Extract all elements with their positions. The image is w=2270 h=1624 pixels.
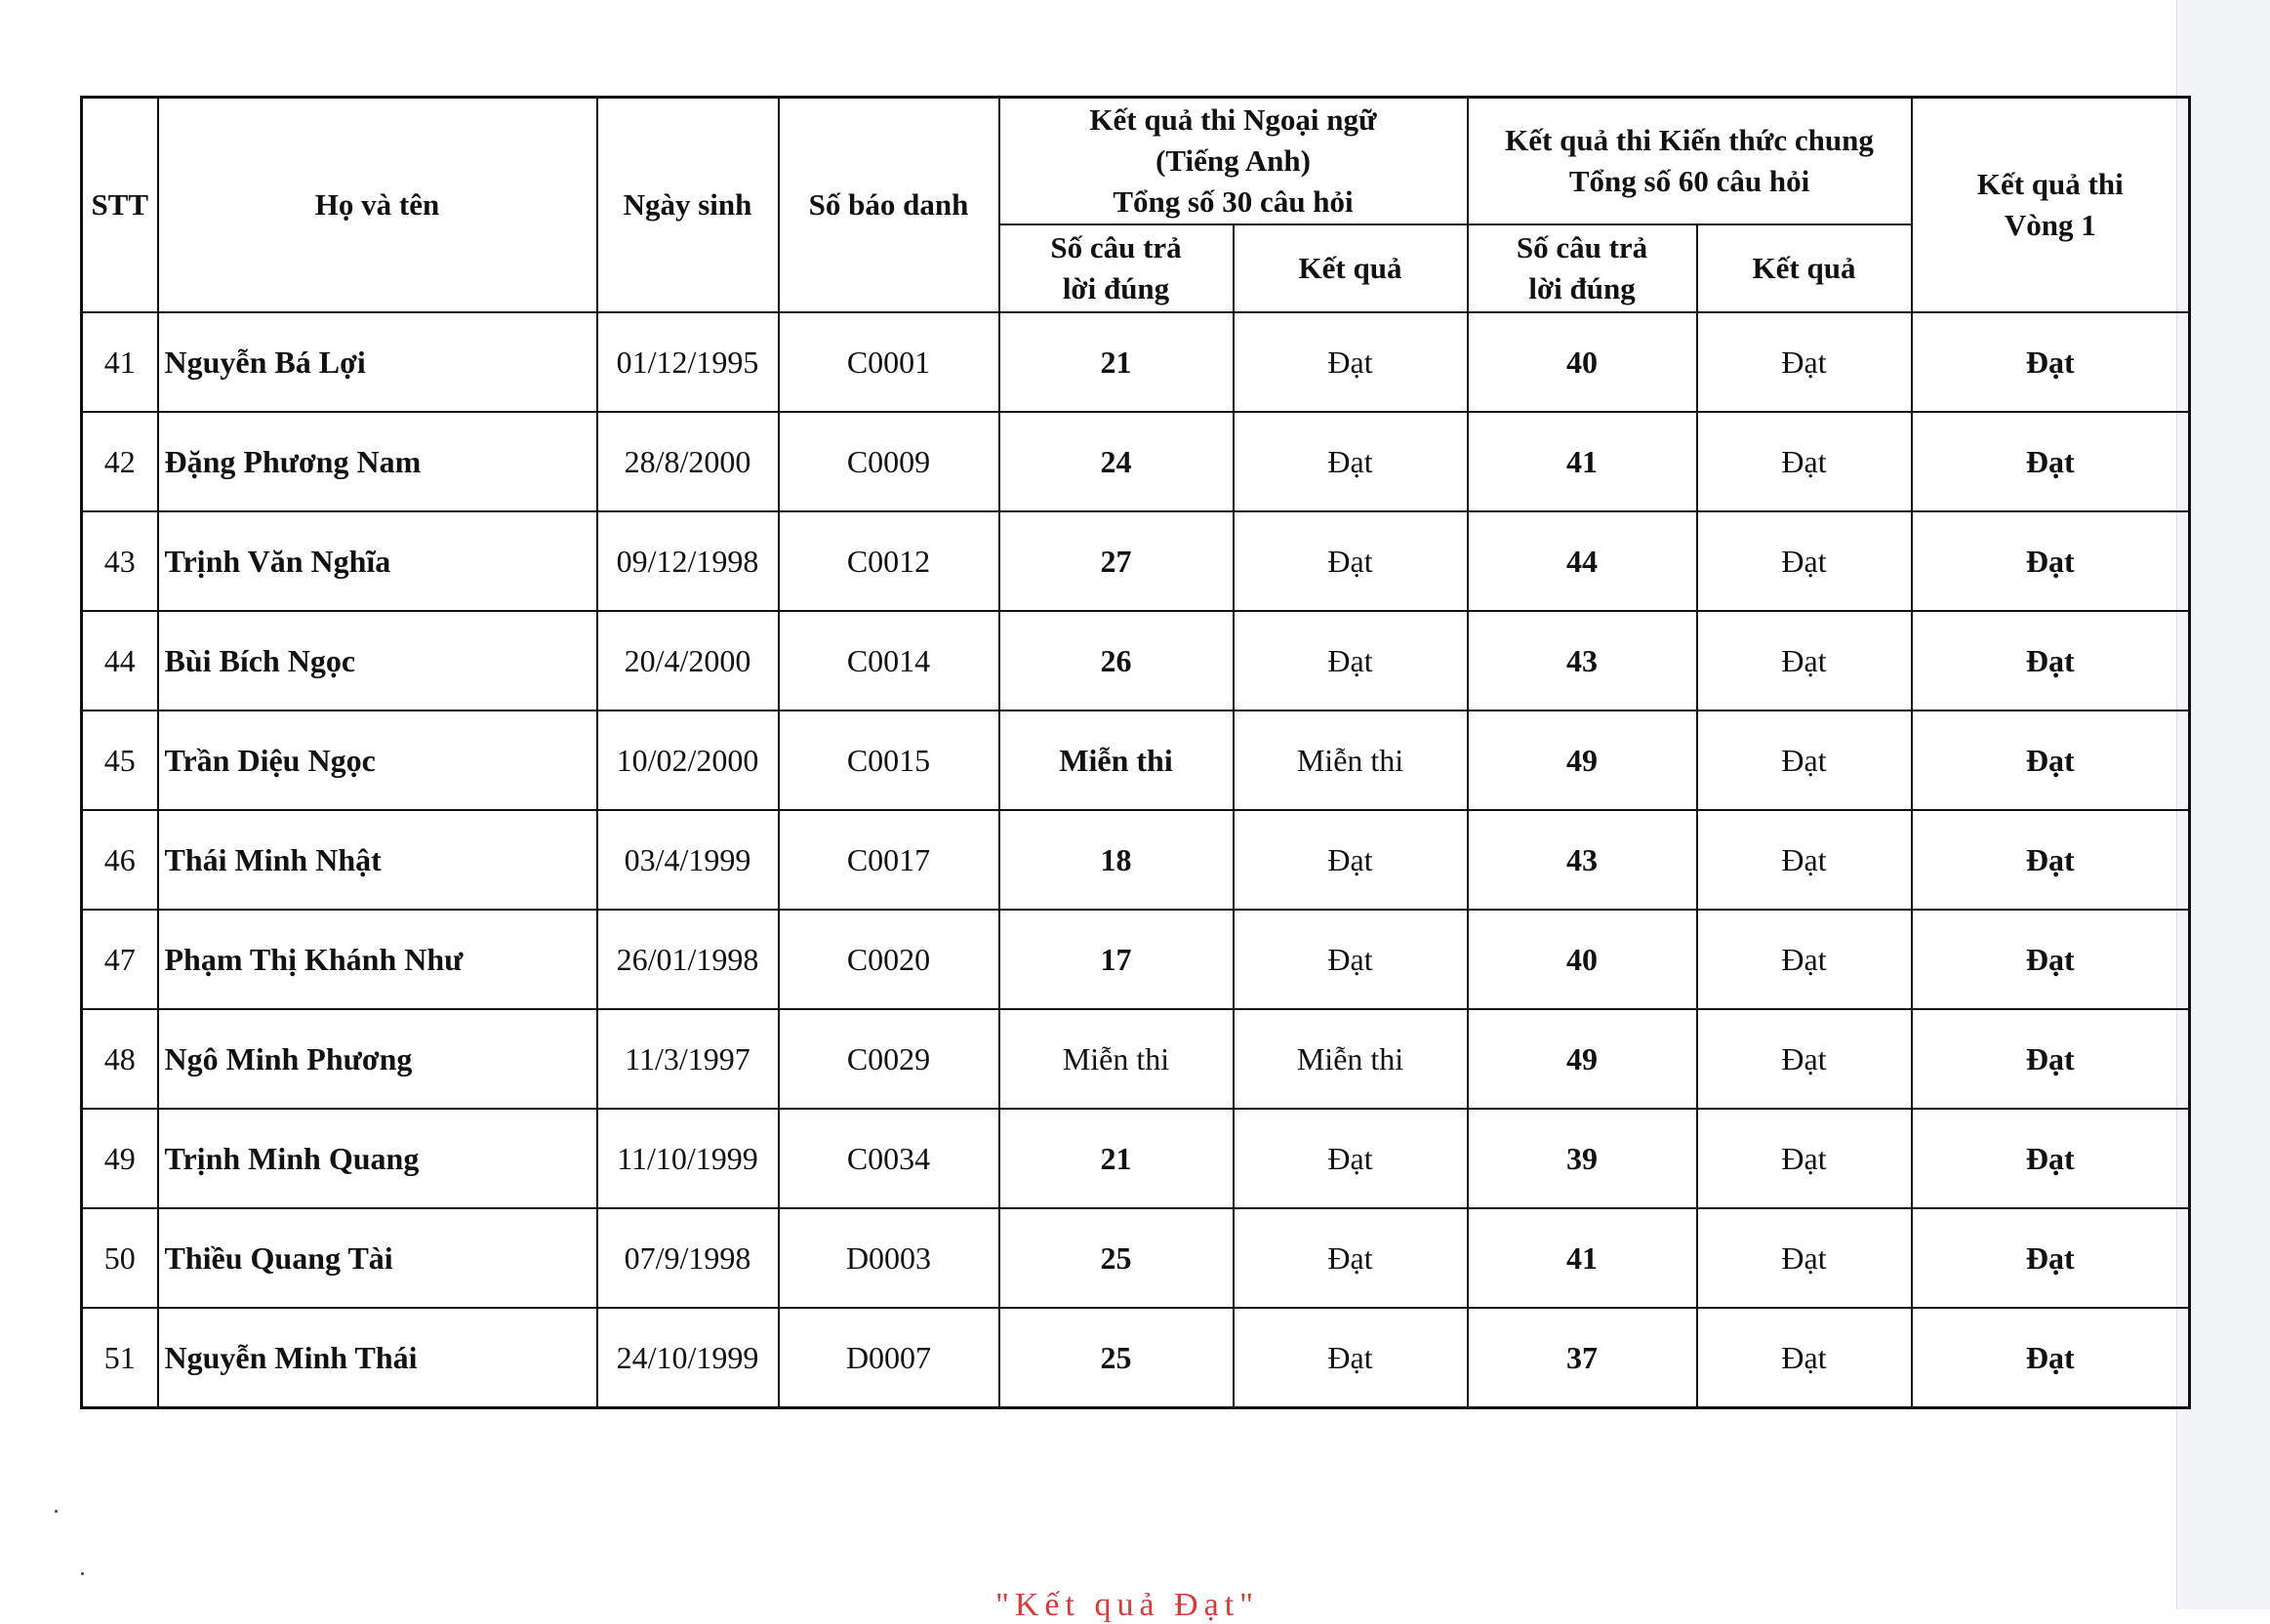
cell-stt: 50 bbox=[82, 1208, 158, 1308]
cell-en-correct: 21 bbox=[999, 312, 1234, 412]
cell-dob: 20/4/2000 bbox=[597, 611, 779, 710]
cell-en-result: Đạt bbox=[1234, 412, 1468, 511]
header-foreign-line3: Tổng số 30 câu hỏi bbox=[1113, 184, 1354, 219]
cell-name: Trần Diệu Ngọc bbox=[158, 710, 597, 810]
header-name: Họ và tên bbox=[158, 98, 597, 313]
cell-gen-correct: 43 bbox=[1468, 611, 1697, 710]
cell-sbd: C0014 bbox=[779, 611, 999, 710]
cell-en-result: Miễn thi bbox=[1234, 710, 1468, 810]
header-en-correct-line1: Số câu trả bbox=[1050, 230, 1182, 264]
cell-round1-result: Đạt bbox=[1912, 1109, 2190, 1208]
cell-dob: 07/9/1998 bbox=[597, 1208, 779, 1308]
cell-en-correct: 27 bbox=[999, 511, 1234, 611]
cell-sbd: C0009 bbox=[779, 412, 999, 511]
cell-gen-correct: 49 bbox=[1468, 710, 1697, 810]
footer-stamp-text: "Kết quả Đạt" bbox=[995, 1587, 1260, 1623]
cell-en-correct: Miễn thi bbox=[999, 1009, 1234, 1109]
header-sbd: Số báo danh bbox=[779, 98, 999, 313]
cell-gen-result: Đạt bbox=[1697, 511, 1912, 611]
table-row bbox=[82, 1109, 2190, 1208]
cell-round1-result: Đạt bbox=[1912, 910, 2190, 1009]
header-round1-result bbox=[1912, 98, 2190, 313]
cell-dob: 11/3/1997 bbox=[597, 1009, 779, 1109]
cell-dob: 10/02/2000 bbox=[597, 710, 779, 810]
cell-gen-result: Đạt bbox=[1697, 1208, 1912, 1308]
cell-dob: 24/10/1999 bbox=[597, 1308, 779, 1408]
cell-sbd: C0001 bbox=[779, 312, 999, 412]
cell-gen-result: Đạt bbox=[1697, 412, 1912, 511]
cell-stt: 45 bbox=[82, 710, 158, 810]
cell-dob: 09/12/1998 bbox=[597, 511, 779, 611]
cell-gen-result: Đạt bbox=[1697, 611, 1912, 710]
cell-sbd: C0012 bbox=[779, 511, 999, 611]
cell-en-result: Đạt bbox=[1234, 611, 1468, 710]
cell-sbd: D0003 bbox=[779, 1208, 999, 1308]
header-stt: STT bbox=[82, 98, 158, 313]
cell-round1-result: Đạt bbox=[1912, 1009, 2190, 1109]
header-gen-correct-line1: Số câu trả bbox=[1516, 230, 1648, 264]
cell-en-result: Đạt bbox=[1234, 910, 1468, 1009]
cell-en-result: Đạt bbox=[1234, 810, 1468, 910]
cell-name: Thiều Quang Tài bbox=[158, 1208, 597, 1308]
cell-round1-result: Đạt bbox=[1912, 312, 2190, 412]
cell-round1-result: Đạt bbox=[1912, 412, 2190, 511]
cell-en-result: Đạt bbox=[1234, 1208, 1468, 1308]
cell-round1-result: Đạt bbox=[1912, 1308, 2190, 1408]
cell-stt: 44 bbox=[82, 611, 158, 710]
cell-en-correct: 25 bbox=[999, 1208, 1234, 1308]
cell-name: Nguyễn Minh Thái bbox=[158, 1308, 597, 1408]
table-row bbox=[82, 611, 2190, 710]
table-row bbox=[82, 312, 2190, 412]
cell-name: Ngô Minh Phương bbox=[158, 1009, 597, 1109]
cell-dob: 26/01/1998 bbox=[597, 910, 779, 1009]
header-foreign-language-group bbox=[999, 98, 1468, 225]
cell-gen-result: Đạt bbox=[1697, 312, 1912, 412]
table-row bbox=[82, 910, 2190, 1009]
cell-gen-result: Đạt bbox=[1697, 910, 1912, 1009]
cell-sbd: C0029 bbox=[779, 1009, 999, 1109]
table-row bbox=[82, 511, 2190, 611]
table-row bbox=[82, 810, 2190, 910]
cell-en-result: Đạt bbox=[1234, 1308, 1468, 1408]
cell-gen-correct: 43 bbox=[1468, 810, 1697, 910]
header-foreign-line1: Kết quả thi Ngoại ngữ bbox=[1089, 102, 1377, 137]
cell-gen-correct: 41 bbox=[1468, 412, 1697, 511]
cell-gen-correct: 39 bbox=[1468, 1109, 1697, 1208]
cell-en-correct: Miễn thi bbox=[999, 710, 1234, 810]
cell-sbd: C0020 bbox=[779, 910, 999, 1009]
cell-en-correct: 17 bbox=[999, 910, 1234, 1009]
cell-round1-result: Đạt bbox=[1912, 1208, 2190, 1308]
cell-gen-result: Đạt bbox=[1697, 810, 1912, 910]
header-dob: Ngày sinh bbox=[597, 98, 779, 313]
header-general-line1: Kết quả thi Kiến thức chung bbox=[1505, 123, 1874, 157]
table-row bbox=[82, 412, 2190, 511]
cell-stt: 41 bbox=[82, 312, 158, 412]
cell-dob: 28/8/2000 bbox=[597, 412, 779, 511]
cell-sbd: D0007 bbox=[779, 1308, 999, 1408]
cell-dob: 01/12/1995 bbox=[597, 312, 779, 412]
cell-stt: 51 bbox=[82, 1308, 158, 1408]
cell-name: Thái Minh Nhật bbox=[158, 810, 597, 910]
header-en-result: Kết quả bbox=[1234, 224, 1468, 312]
cell-name: Trịnh Minh Quang bbox=[158, 1109, 597, 1208]
header-round1-line2: Vòng 1 bbox=[2004, 208, 2096, 242]
table-header bbox=[82, 98, 2190, 313]
cell-en-correct: 21 bbox=[999, 1109, 1234, 1208]
cell-name: Nguyễn Bá Lợi bbox=[158, 312, 597, 412]
cell-name: Trịnh Văn Nghĩa bbox=[158, 511, 597, 611]
cell-gen-correct: 37 bbox=[1468, 1308, 1697, 1408]
table-row bbox=[82, 1009, 2190, 1109]
cell-gen-result: Đạt bbox=[1697, 1009, 1912, 1109]
cell-name: Đặng Phương Nam bbox=[158, 412, 597, 511]
cell-sbd: C0015 bbox=[779, 710, 999, 810]
exam-results-table bbox=[80, 96, 2191, 1409]
cell-gen-result: Đạt bbox=[1697, 710, 1912, 810]
cell-gen-result: Đạt bbox=[1697, 1308, 1912, 1408]
cell-gen-correct: 49 bbox=[1468, 1009, 1697, 1109]
cell-en-correct: 25 bbox=[999, 1308, 1234, 1408]
cell-sbd: C0017 bbox=[779, 810, 999, 910]
cell-en-correct: 24 bbox=[999, 412, 1234, 511]
table-row bbox=[82, 710, 2190, 810]
cell-en-result: Đạt bbox=[1234, 312, 1468, 412]
table-row bbox=[82, 1208, 2190, 1308]
scan-speck bbox=[81, 1572, 84, 1575]
cell-name: Phạm Thị Khánh Như bbox=[158, 910, 597, 1009]
cell-en-result: Đạt bbox=[1234, 511, 1468, 611]
cell-round1-result: Đạt bbox=[1912, 710, 2190, 810]
cell-gen-correct: 40 bbox=[1468, 312, 1697, 412]
header-gen-result: Kết quả bbox=[1697, 224, 1912, 312]
cell-sbd: C0034 bbox=[779, 1109, 999, 1208]
cell-name: Bùi Bích Ngọc bbox=[158, 611, 597, 710]
cell-stt: 49 bbox=[82, 1109, 158, 1208]
cell-stt: 48 bbox=[82, 1009, 158, 1109]
table-body bbox=[82, 312, 2190, 1408]
cell-stt: 43 bbox=[82, 511, 158, 611]
cell-dob: 11/10/1999 bbox=[597, 1109, 779, 1208]
cell-stt: 42 bbox=[82, 412, 158, 511]
cell-round1-result: Đạt bbox=[1912, 611, 2190, 710]
cell-en-correct: 26 bbox=[999, 611, 1234, 710]
header-round1-line1: Kết quả thi bbox=[1976, 167, 2124, 201]
cell-gen-result: Đạt bbox=[1697, 1109, 1912, 1208]
scan-speck bbox=[55, 1510, 58, 1513]
cell-gen-correct: 44 bbox=[1468, 511, 1697, 611]
cell-en-correct: 18 bbox=[999, 810, 1234, 910]
header-en-correct bbox=[999, 224, 1234, 312]
header-foreign-line2: (Tiếng Anh) bbox=[1155, 143, 1311, 178]
cell-round1-result: Đạt bbox=[1912, 810, 2190, 910]
header-general-knowledge-group bbox=[1468, 98, 1912, 225]
header-gen-correct-line2: lời đúng bbox=[1528, 271, 1636, 305]
cell-stt: 47 bbox=[82, 910, 158, 1009]
cell-en-result: Đạt bbox=[1234, 1109, 1468, 1208]
cell-round1-result: Đạt bbox=[1912, 511, 2190, 611]
header-en-correct-line2: lời đúng bbox=[1062, 271, 1170, 305]
cell-stt: 46 bbox=[82, 810, 158, 910]
header-gen-correct bbox=[1468, 224, 1697, 312]
cell-gen-correct: 41 bbox=[1468, 1208, 1697, 1308]
cell-gen-correct: 40 bbox=[1468, 910, 1697, 1009]
table-row bbox=[82, 1308, 2190, 1408]
header-general-line2: Tổng số 60 câu hỏi bbox=[1568, 164, 1810, 198]
cell-en-result: Miễn thi bbox=[1234, 1009, 1468, 1109]
cell-dob: 03/4/1999 bbox=[597, 810, 779, 910]
